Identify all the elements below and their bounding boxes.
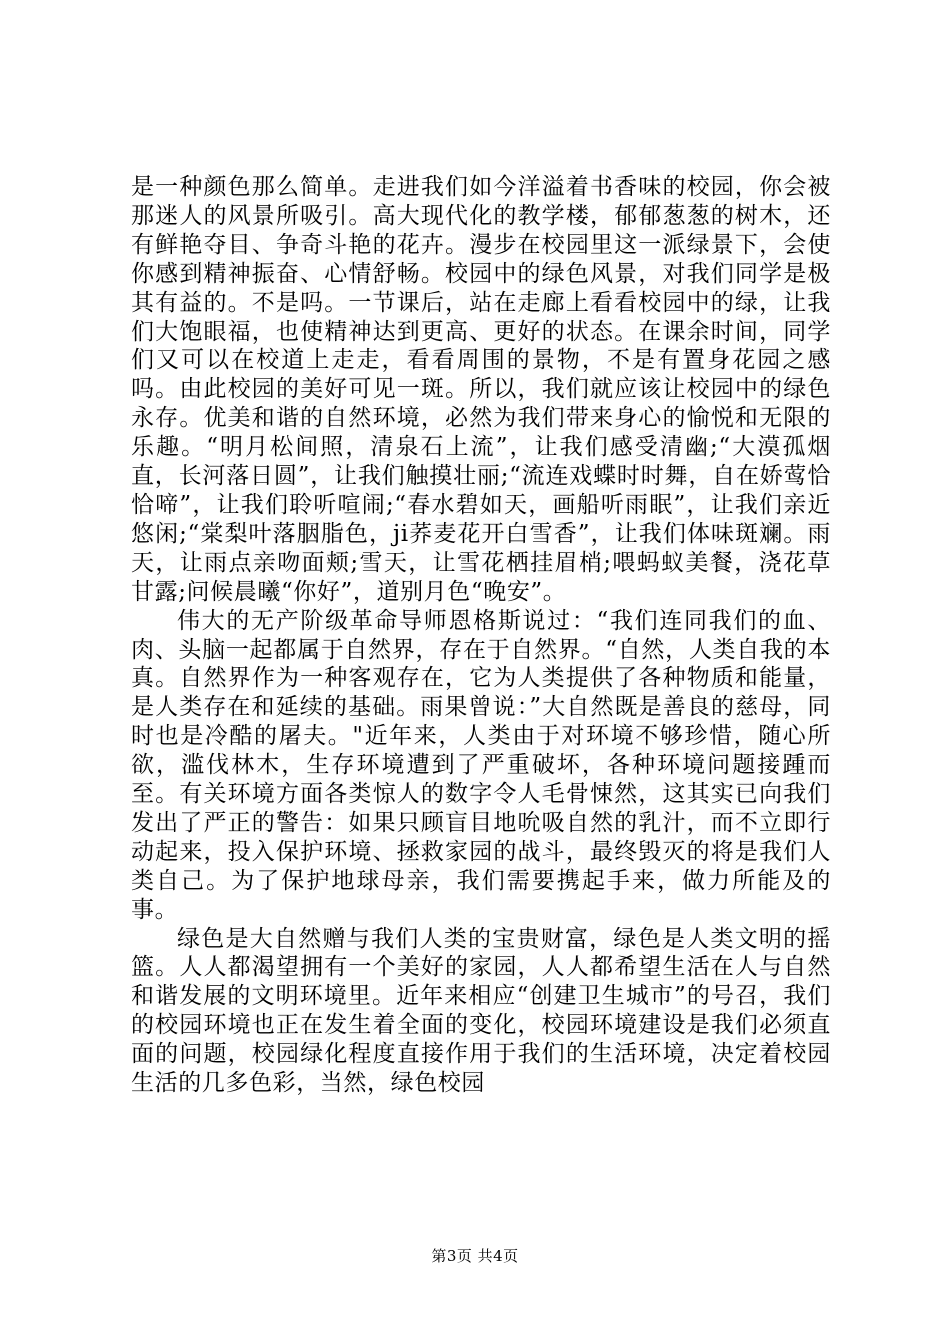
paragraph-3: 绿色是大自然赠与我们人类的宝贵财富，绿色是人类文明的摇篮。人人都渴望拥有一个美好的家园，人人都希望生活在人与自然和谐发展的文明环境里。近年来相应“创建卫生城市”的号召，我们的校园环境也正在发生着全面的变化，校园环境建设是我们必须直面的问题，校园绿化程度直接作用于我们的生活环境，决定着校园生活的几多色彩，当然，绿色校园	[131, 925, 831, 1097]
paragraph-1: 是一种颜色那么简单。走进我们如今洋溢着书香味的校园，你会被那迷人的风景所吸引。高大现代化的教学楼，郁郁葱葱的树木，还有鲜艳夺目、争奇斗艳的花卉。漫步在校园里这一派绿景下，会使你感到精神振奋、心情舒畅。校园中的绿色风景，对我们同学是极其有益的。不是吗。一节课后，站在走廊上看看校园中的绿，让我们大饱眼福，也使精神达到更高、更好的状态。在课余时间，同学们又可以在校道上走走，看看周围的景物，不是有置身花园之感吗。由此校园的美好可见一斑。所以，我们就应该让校园中的绿色永存。优美和谐的自然环境，必然为我们带来身心的愉悦和无限的乐趣。“明月松间照，清泉石上流”，让我们感受清幽;“大漠孤烟直，长河落日圆”，让我们触摸壮丽;“流连戏蝶时时舞，自在娇莺恰恰啼”，让我们聆听喧闹;“春水碧如天，画船听雨眠”，让我们亲近悠闲;“棠梨叶落胭脂色，ji荞麦花开白雪香”，让我们体味斑斓。雨天，让雨点亲吻面颊;雪天，让雪花栖挂眉梢;喂蚂蚁美餐，浇花草甘露;问候晨曦“你好”，道别月色“晚安”。	[131, 174, 831, 605]
paragraph-2: 伟大的无产阶级革命导师恩格斯说过：“我们连同我们的血、肉、头脑一起都属于自然界，存在于自然界。“自然，人类自我的本真。自然界作为一种客观存在，它为人类提供了各种物质和能量，是人类存在和延续的基础。雨果曾说：”大自然既是善良的慈母，同时也是冷酷的屠夫。"近年来，人类由于对环境不够珍惜，随心所欲，滥伐林木，生存环境遭到了严重破坏，各种环境问题接踵而至。有关环境方面各类惊人的数字令人毛骨悚然，这其实已向我们发出了严正的警告：如果只顾盲目地吮吸自然的乳汁，而不立即行动起来，投入保护环境、拯救家园的战斗，最终毁灭的将是我们人类自己。为了保护地球母亲，我们需要携起手来，做力所能及的事。	[131, 607, 831, 923]
document-body	[131, 173, 831, 1098]
page-number-footer: 第3页 共4页	[431, 1247, 519, 1265]
